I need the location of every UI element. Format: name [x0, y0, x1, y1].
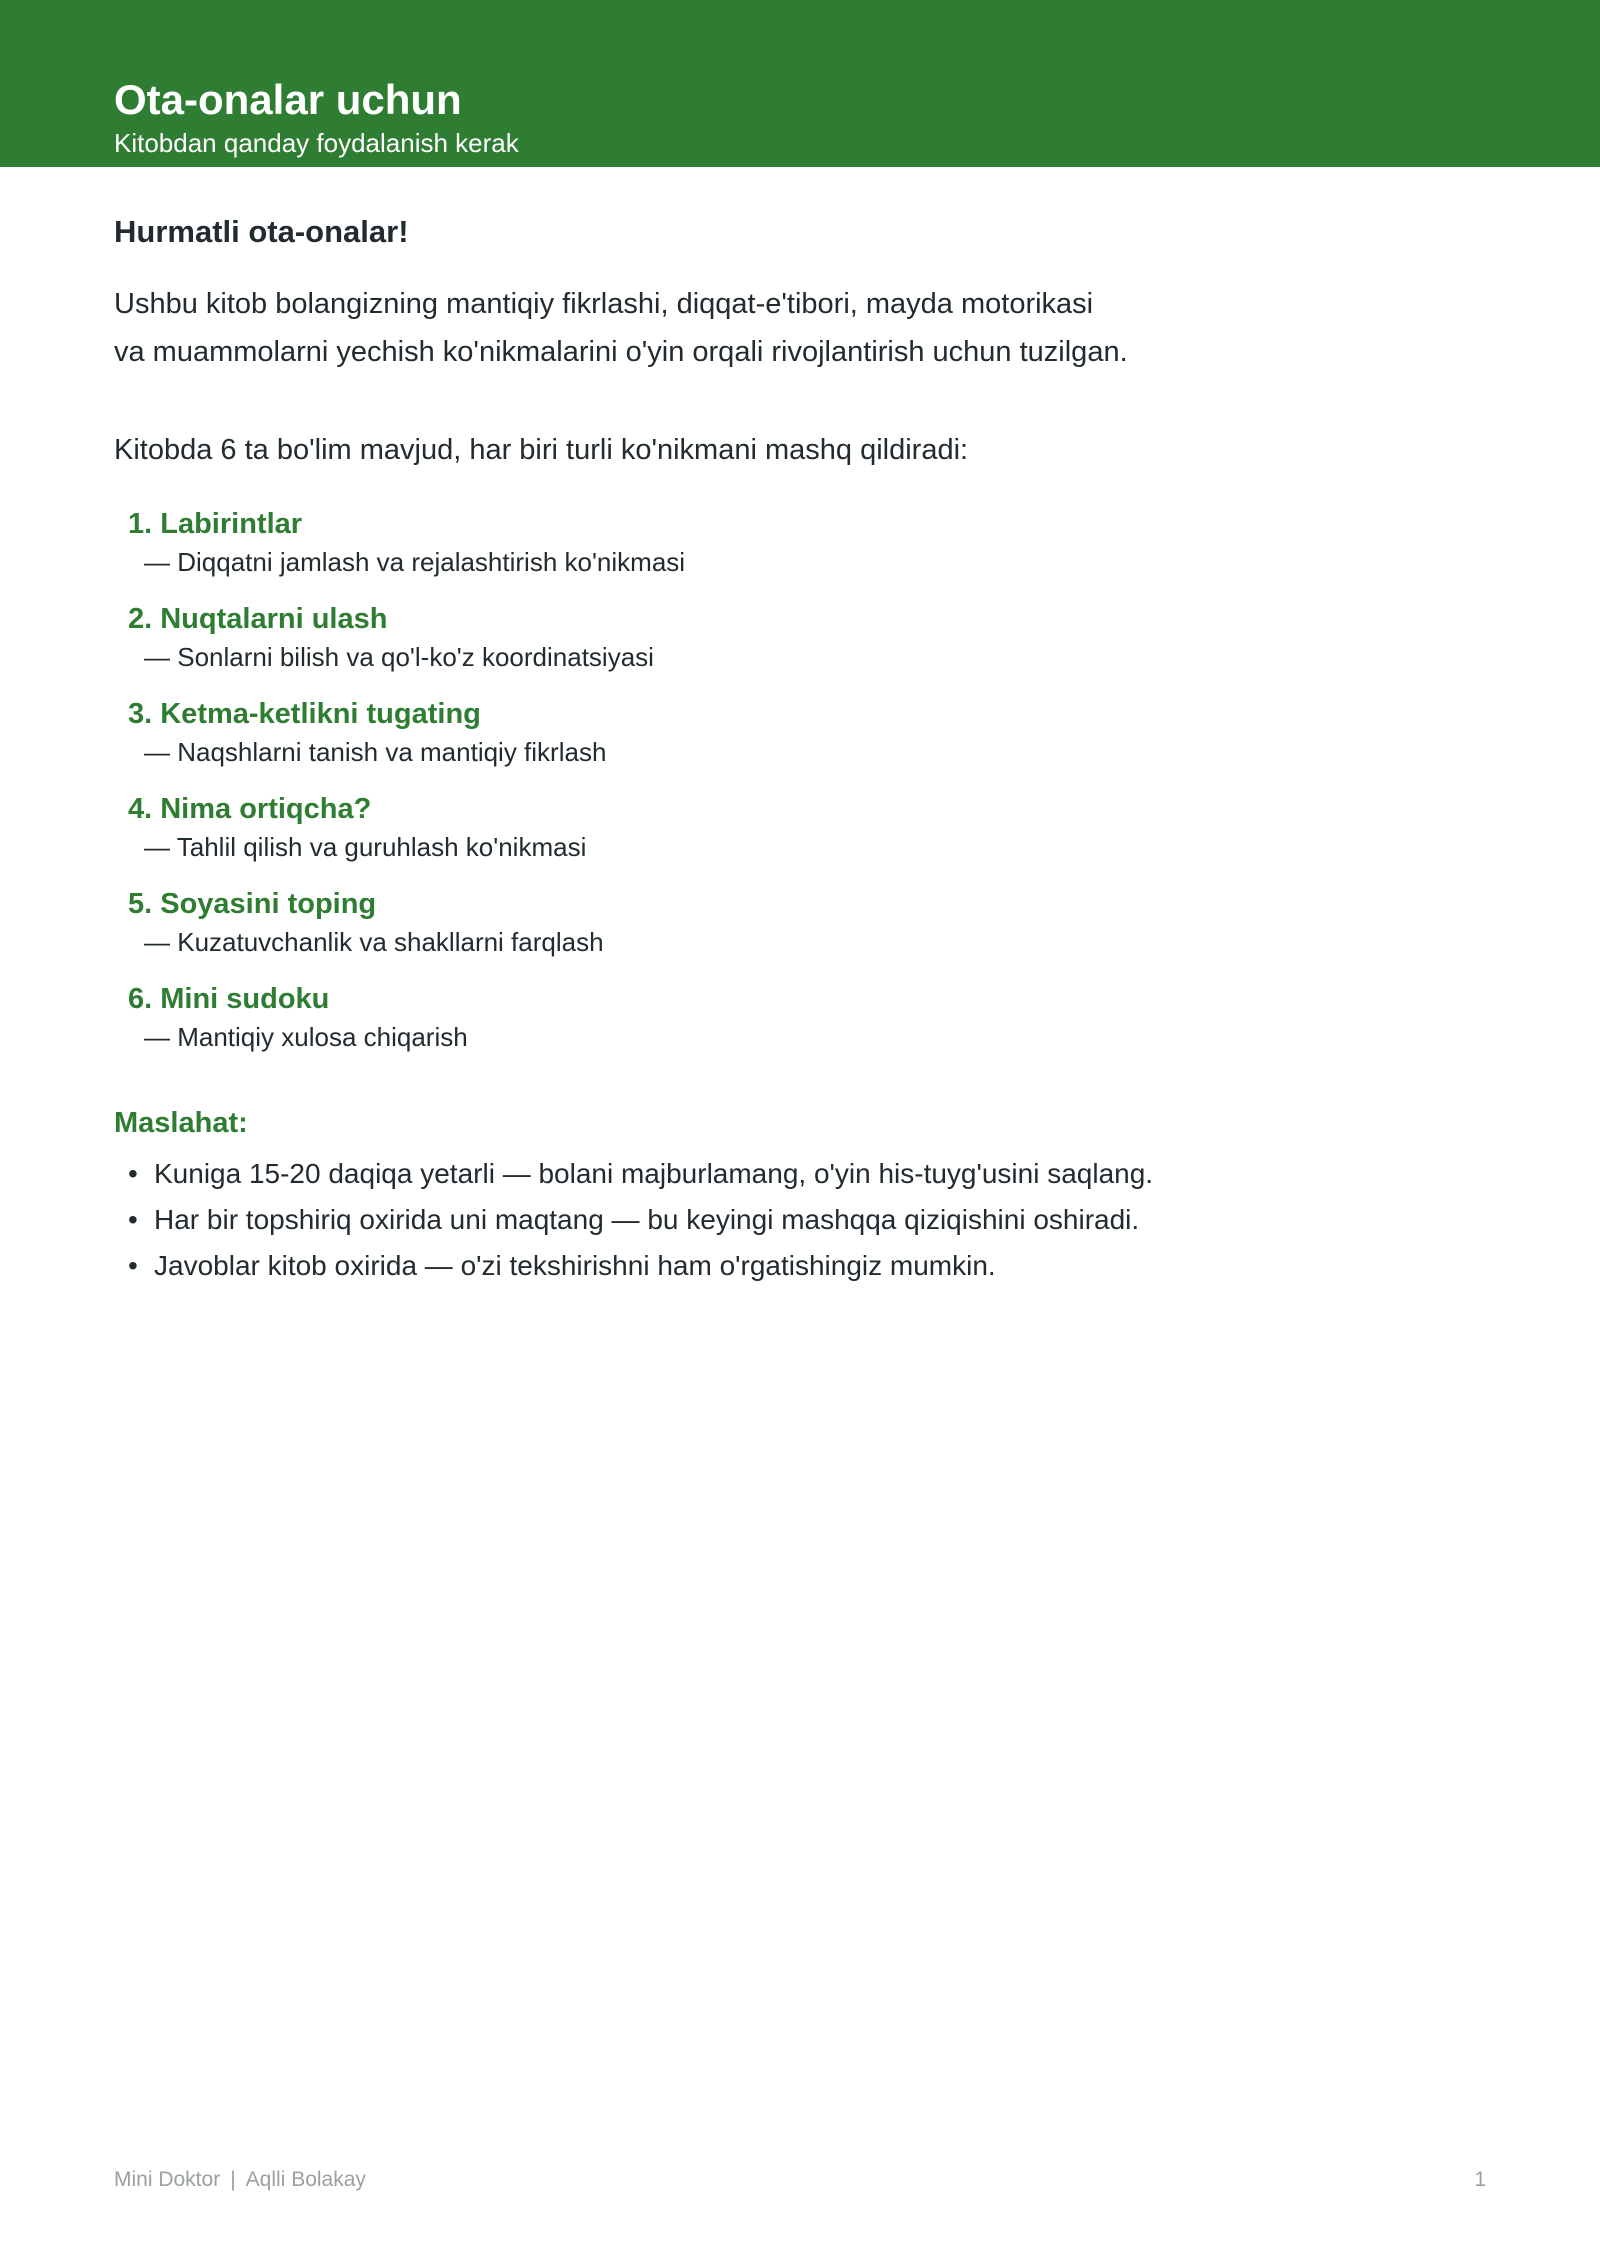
greeting-heading: Hurmatli ota-onalar! — [114, 214, 409, 249]
footer-series-name: Mini Doktor — [114, 2168, 221, 2191]
tip-text: Har bir topshiriq oxirida uni maqtang — bu keyingi mashqqa qiziqishini oshiradi. — [154, 1204, 1140, 1235]
bullet-icon: • — [128, 1158, 138, 1189]
tip-list-item — [128, 1155, 1153, 1193]
tip-text: Kuniga 15-20 daqiqa yetarli — bolani majburlamang, o'yin his-tuyg'usini saqlang. — [154, 1158, 1154, 1189]
footer-credits — [114, 2166, 366, 2194]
section-description: — Diqqatni jamlash va rejalashtirish ko'nikmasi — [144, 547, 686, 577]
section-item-ketma-ketlik — [128, 695, 606, 771]
section-title: 6. Mini sudoku — [128, 983, 330, 1015]
sections-intro: Kitobda 6 ta bo'lim mavjud, har biri turli ko'nikmani mashq qildiradi: — [114, 434, 969, 466]
section-title: 1. Labirintlar — [128, 508, 303, 540]
section-description: — Mantiqiy xulosa chiqarish — [144, 1022, 468, 1052]
section-title: 4. Nima ortiqcha? — [128, 793, 372, 825]
tip-list-item — [128, 1247, 996, 1285]
section-title: 3. Ketma-ketlikni tugating — [128, 698, 481, 730]
section-item-mini-sudoku — [128, 980, 468, 1056]
tip-list-item — [128, 1201, 1139, 1239]
section-description: — Sonlarni bilish va qo'l-ko'z koordinatsiyasi — [144, 642, 654, 672]
page-number: 1 — [1474, 2168, 1486, 2191]
intro-line-1: Ushbu kitob bolangizning mantiqiy fikrlashi, diqqat-e'tibori, mayda motorikasi — [114, 288, 1094, 320]
intro-line-2: va muammolarni yechish ko'nikmalarini o'yin orqali rivojlantirish uchun tuzilgan. — [114, 336, 1128, 368]
section-title: 2. Nuqtalarni ulash — [128, 603, 388, 635]
bullet-icon: • — [128, 1204, 138, 1235]
tips-heading: Maslahat: — [114, 1107, 248, 1139]
section-description: — Naqshlarni tanish va mantiqiy fikrlash — [144, 737, 607, 767]
section-description: — Tahlil qilish va guruhlash ko'nikmasi — [144, 832, 587, 862]
footer-separator: | — [230, 2168, 236, 2191]
page-title: Ota-onalar uchun — [114, 76, 462, 123]
section-description: — Kuzatuvchanlik va shakllarni farqlash — [144, 927, 604, 957]
section-item-labirintlar — [128, 505, 685, 581]
bullet-icon: • — [128, 1250, 138, 1281]
section-item-nuqtalarni-ulash — [128, 600, 654, 676]
section-item-soyasini-toping — [128, 885, 604, 961]
section-item-nima-ortiqcha — [128, 790, 586, 866]
tip-text: Javoblar kitob oxirida — o'zi tekshirishni ham o'rgatishingiz mumkin. — [154, 1250, 996, 1281]
section-title: 5. Soyasini toping — [128, 888, 377, 920]
page-subtitle: Kitobdan qanday foydalanish kerak — [114, 128, 519, 158]
footer-book-name: Aqlli Bolakay — [245, 2168, 366, 2191]
